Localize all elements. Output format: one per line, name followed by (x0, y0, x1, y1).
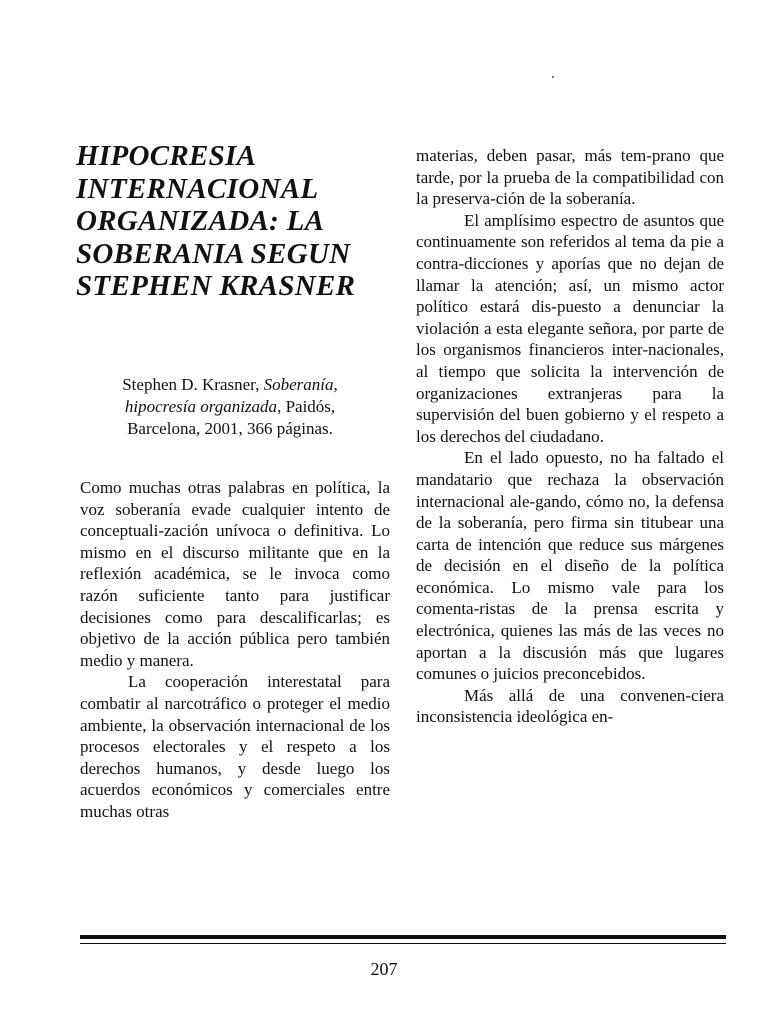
footer-rule-thick (80, 935, 726, 939)
right-column (416, 145, 724, 728)
page-number: 207 (370, 959, 398, 979)
body-paragraph: En el lado opuesto, no ha faltado el mandatario que rechaza la observación internacional ale-gando, cómo no, la defensa de la soberanía, pero firma sin titubear una carta de intención que reduce sus márgenes de decisión en el diseño de la política económica. Lo mismo vale para los comenta-ristas de la prensa escrita y electrónica, quienes las más de las veces no aportan a la discusión más que lugares comunes o juicios preconcebidos. (416, 448, 724, 684)
book-author: Stephen D. Krasner, (122, 375, 260, 394)
title-line: HIPOCRESIA (76, 140, 257, 172)
body-paragraph: Como muchas otras palabras en política, la voz soberanía evade cualquier intento de conceptuali-zación unívoca o definitiva. Lo mismo en el discurso militante que en la reflexión académica, se le invoca como razón suficiente tanto para justificar decisiones como para descalificarlas; es objetivo de la acción pública pero también medio y manera. (80, 478, 390, 670)
body-paragraph: Más allá de una convenen-ciera inconsistencia ideológica en- (416, 685, 724, 727)
book-place-year-pages: Barcelona, 2001, 366 páginas. (127, 419, 333, 438)
body-paragraph: La cooperación interestatal para combatir al narcotráfico o proteger el medio ambiente, la observación internacional de los procesos electorales y el respeto a los derechos humanos, y desde luego los acuerdos económicos y comerciales entre muchas otras (80, 672, 390, 821)
footer-rule-thin (80, 943, 726, 944)
scan-speck (552, 76, 554, 78)
book-title-part2: hipocresía organizada (124, 397, 278, 416)
title-line: SOBERANIA SEGUN (76, 237, 351, 270)
article-title (76, 140, 396, 303)
body-paragraph: materias, deben pasar, más tem-prano que tarde, por la prueba de la compatibilidad con la preserva-ción de la soberanía. (416, 146, 724, 209)
left-column (80, 477, 390, 823)
book-publisher: , Paidós, (277, 397, 336, 416)
title-line: INTERNACIONAL (76, 172, 319, 205)
title-line: STEPHEN KRASNER (76, 270, 356, 302)
body-paragraph: El amplísimo espectro de asuntos que continuamente son referidos al tema da pie a contra-dicciones y aporías que no dejan de llamar la atención; así, un mismo actor político estará dis-puesto a denunciar la violación a esta elegante señora, por parte de los organismos financieros inter-nacionales, al tiempo que solicita la intervención de organizaciones extranjeras para la supervisión del buen gobierno y el respeto a los derechos del ciudadano. (416, 210, 724, 446)
book-reference (80, 374, 380, 440)
reference-line-1 (80, 374, 380, 396)
book-title-part1: Soberanía, (263, 375, 338, 394)
reference-line-2 (80, 396, 380, 418)
title-line: ORGANIZADA: LA (76, 205, 325, 237)
